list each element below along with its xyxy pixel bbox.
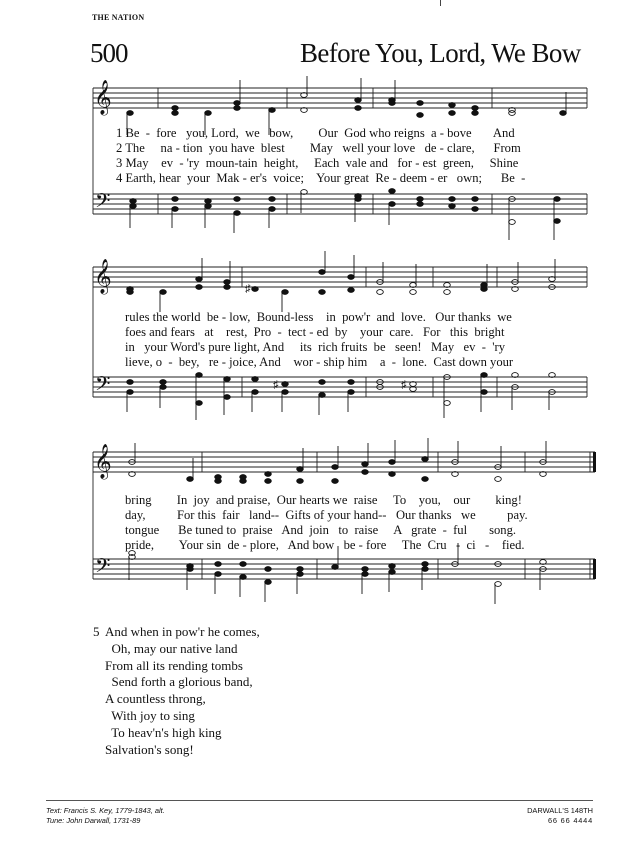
verse-line: A countless throng, (105, 691, 206, 707)
hymn-number: 500 (90, 38, 128, 68)
hymn-title: Before You, Lord, We Bow (300, 38, 581, 68)
lyric-line: 3 May ev - 'ry moun-tain height, Each vale and for - est green, Shine (116, 156, 519, 170)
verse-line: From all its rending tombs (105, 657, 243, 673)
verse-line: Oh, may our native land (105, 640, 238, 656)
bass-clef-icon: 𝄢 (95, 554, 111, 582)
meter: 66 66 4444 (548, 816, 593, 825)
verse-line: To heav'n's high king (105, 724, 222, 740)
staff-treble-1 (93, 88, 587, 108)
verse-5 (93, 624, 260, 758)
verse-line: With joy to sing (105, 707, 195, 723)
lyric-line: in your Word's pure light, And its rich fruits be seen! May ev - 'ry (125, 340, 505, 354)
staff-bass-3 (93, 559, 595, 579)
staff-bass-2 (93, 377, 587, 397)
footer-divider (46, 800, 593, 801)
lyric-line: 2 The na - tion you have blest May well your love de - clare, From (116, 141, 521, 155)
lyric-line: foes and fears at rest, Pro - tect - ed by your care. For this bright (125, 325, 505, 339)
lyric-line: 1 Be - fore you, Lord, we bow, Our God who reigns a - bove And (116, 126, 515, 140)
svg-text:♯: ♯ (245, 283, 251, 295)
treble-clef-icon: 𝄞 (94, 80, 112, 115)
credits (46, 806, 165, 826)
lyric-line: 4 Earth, hear your Mak - er's voice; Your great Re - deem - er own; Be - (116, 171, 526, 185)
lyric-line: rules the world be - low, Bound-less in pow'r and love. Our thanks we (125, 310, 512, 324)
tune-credit: Tune: John Darwall, 1731-89 (46, 816, 141, 825)
treble-clef-icon: 𝄞 (94, 444, 112, 479)
lyric-line: day, For this fair land-- Gifts of your hand-- Our thanks we pay. (125, 508, 528, 522)
bass-clef-icon: 𝄢 (95, 189, 111, 217)
lyric-line: bring In joy and praise, Our hearts we raise To you, our king! (125, 493, 522, 507)
text-credit: Text: Francis S. Key, 1779-1843, alt. (46, 806, 165, 815)
tune-name: DARWALL'S 148TH (527, 806, 593, 815)
svg-text:♯: ♯ (273, 379, 279, 391)
lyric-line: tongue Be tuned to praise And join to raise A grate - ful song. (125, 523, 517, 537)
verse-line: Salvation's song! (105, 741, 194, 757)
section-label: THE NATION (92, 13, 145, 22)
staff-treble-3 (93, 452, 595, 472)
tune-info (527, 806, 593, 826)
verse-line: And when in pow'r he comes, (105, 624, 260, 639)
lyric-line: pride, Your sin de - plore, And bow be - fore The Cru - ci - fied. (125, 538, 525, 552)
verse-line: Send forth a glorious band, (105, 674, 253, 690)
lyric-line: lieve, o - bey, re - joice, And wor - ship him a - lone. Cast down your (125, 355, 514, 369)
verse-number: 5 (93, 624, 100, 639)
treble-clef-icon: 𝄞 (94, 259, 112, 294)
bass-clef-icon: 𝄢 (95, 372, 111, 400)
svg-text:♯: ♯ (401, 379, 407, 391)
